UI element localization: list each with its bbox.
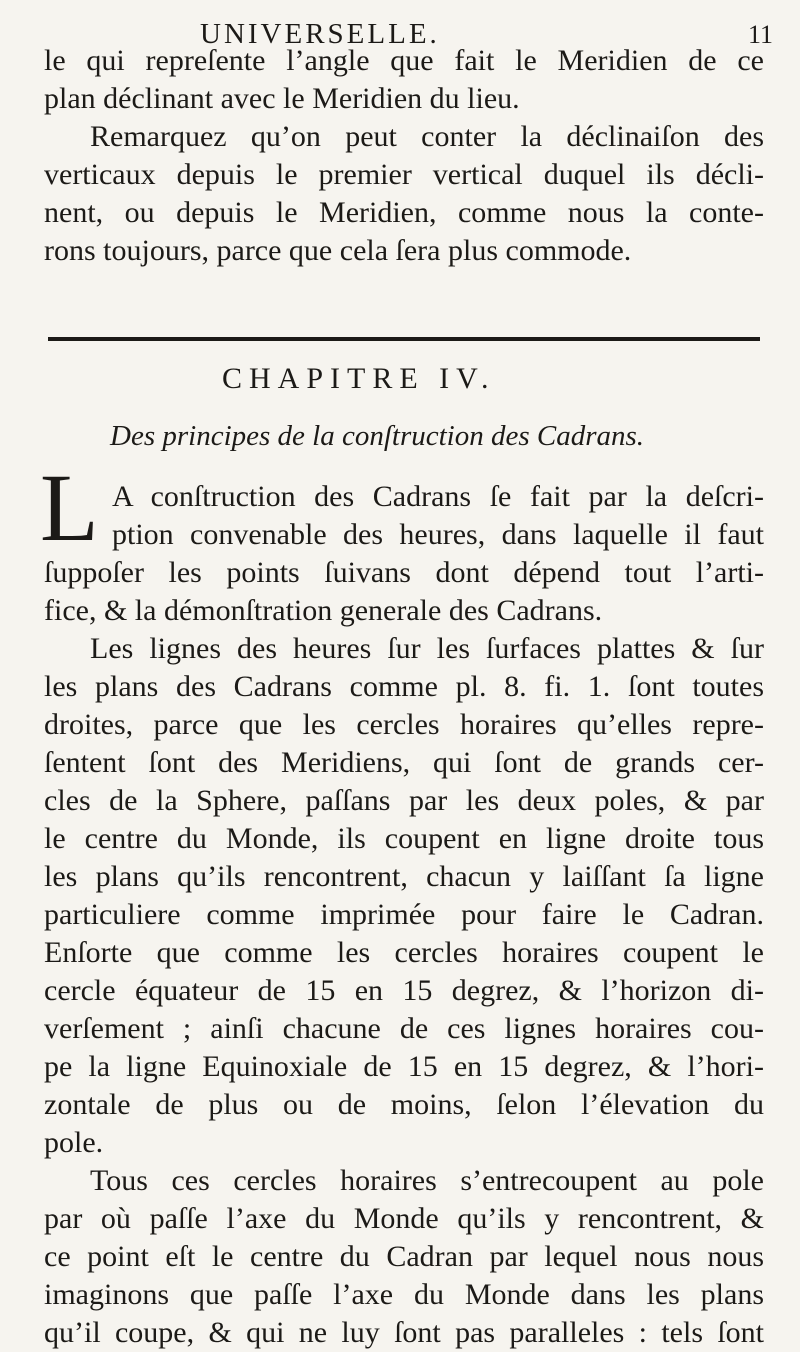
drop-cap: L — [40, 454, 99, 561]
text-line: nent, ou depuis le Meridien, comme nous la conte- — [44, 196, 764, 229]
text-line: verticaux depuis le premier vertical duquel ils décli- — [44, 158, 764, 191]
text-line: le qui repreſente l’angle que fait le Meridien de ce — [44, 44, 764, 77]
text-line: verſement ; ainſi chacune de ces lignes horaires cou- — [44, 1012, 764, 1045]
text-line: par où paſſe l’axe du Monde qu’ils y rencontrent, & — [44, 1202, 764, 1235]
text-line: plan déclinant avec le Meridien du lieu. — [44, 82, 520, 115]
chapter-heading: CHAPITRE IV. — [222, 362, 496, 395]
text-line: ſentent ſont des Meridiens, qui ſont de grands cer- — [44, 746, 764, 779]
chapter-subtitle: Des principes de la conſtruction des Cadrans. — [110, 420, 645, 452]
text-line: Enſorte que comme les cercles horaires coupent le — [44, 936, 764, 969]
text-line: ſuppoſer les points ſuivans dont dépend tout l’arti- — [44, 556, 764, 589]
text-line: A conſtruction des Cadrans ſe fait par la deſcri- — [112, 480, 764, 513]
running-title: UNIVERSELLE. — [200, 18, 440, 50]
text-line: les plans des Cadrans comme pl. 8. fi. 1. ſont toutes — [44, 670, 764, 703]
text-line: qu’il coupe, & qui ne luy ſont pas paralleles : tels ſont — [44, 1316, 764, 1349]
text-line: Tous ces cercles horaires s’entrecoupent au pole — [90, 1164, 764, 1197]
text-line: le centre du Monde, ils coupent en ligne droite tous — [44, 822, 764, 855]
text-line: Les lignes des heures ſur les ſurfaces plattes & ſur — [90, 632, 764, 665]
text-line: droites, parce que les cercles horaires qu’elles repre- — [44, 708, 764, 741]
text-line: ption convenable des heures, dans laquelle il faut — [112, 518, 764, 551]
section-divider — [48, 337, 760, 341]
text-line: fice, & la démonſtration generale des Cadrans. — [44, 594, 603, 627]
text-line: Remarquez qu’on peut conter la déclinaiſon des — [90, 120, 764, 153]
text-line: cercle équateur de 15 en 15 degrez, & l’horizon di- — [44, 974, 764, 1007]
text-line: pe la ligne Equinoxiale de 15 en 15 degrez, & l’hori- — [44, 1050, 764, 1083]
text-line: pole. — [44, 1126, 104, 1159]
text-line: ce point eſt le centre du Cadran par lequel nous nous — [44, 1240, 764, 1273]
page-number: 11 — [748, 20, 774, 49]
text-line: cles de la Sphere, paſſans par les deux poles, & par — [44, 784, 764, 817]
text-line: les plans qu’ils rencontrent, chacun y laiſſant ſa ligne — [44, 860, 764, 893]
text-line: imaginons que paſſe l’axe du Monde dans les plans — [44, 1278, 764, 1311]
text-line: rons toujours, parce que cela ſera plus commode. — [44, 234, 632, 267]
text-line: particuliere comme imprimée pour faire le Cadran. — [44, 898, 764, 931]
text-line: zontale de plus ou de moins, ſelon l’élevation du — [44, 1088, 764, 1121]
